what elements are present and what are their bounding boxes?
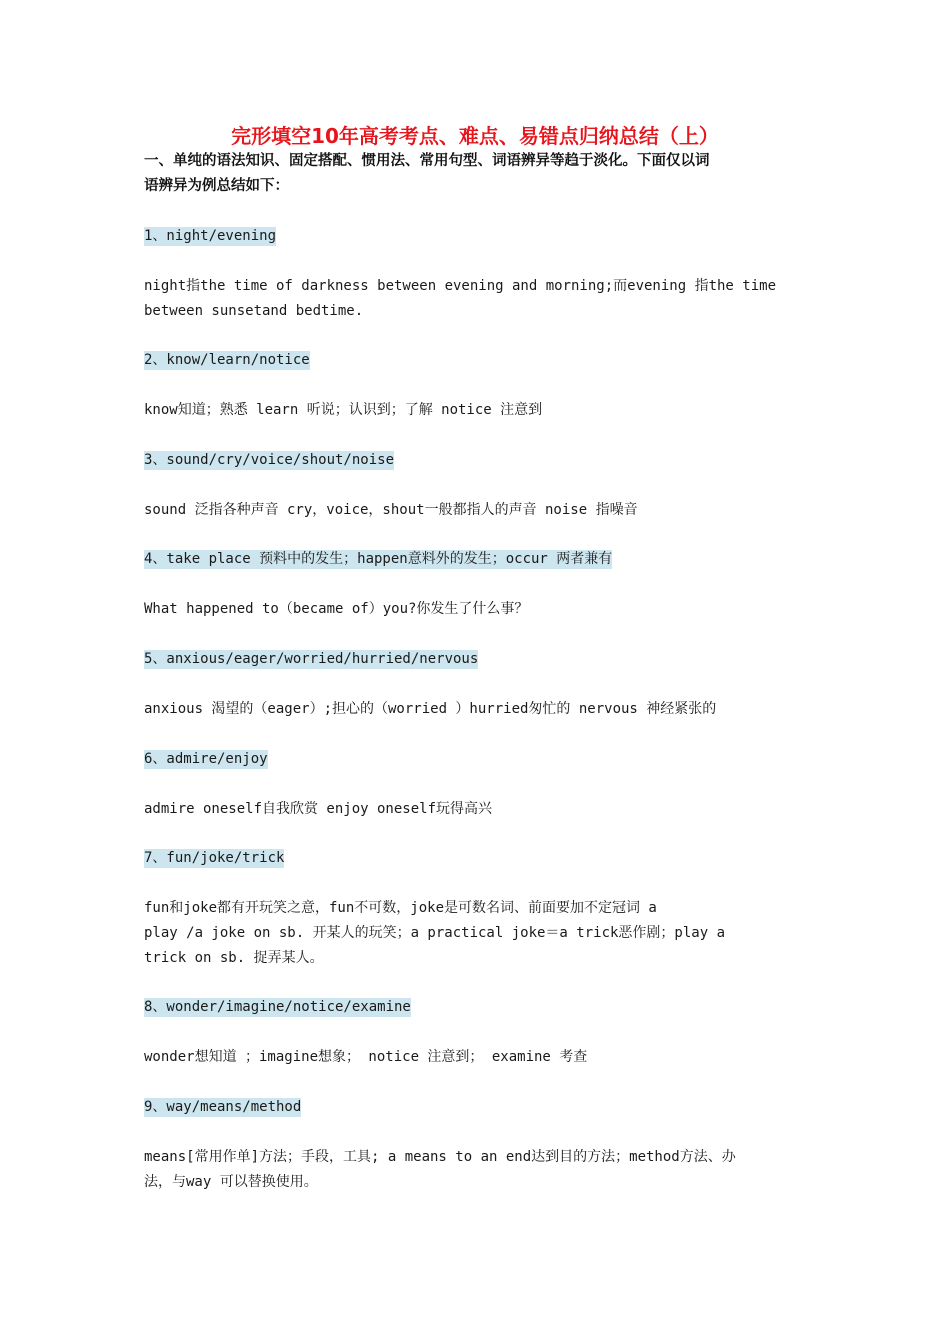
item-heading-5: 5、anxious/eager/worried/hurried/nervous: [144, 651, 479, 667]
body-line: wonder想知道 ；imagine想象； notice 注意到； examine 考查: [144, 1049, 588, 1065]
item-body-3: [144, 498, 814, 523]
body-line: means[常用作单]方法；手段，工具; a means to an end达到目的方法；method方法、办: [144, 1149, 736, 1165]
item-heading-7: 7、fun/joke/trick: [144, 850, 285, 866]
item-body-8: [144, 1045, 814, 1070]
item-body-5: [144, 697, 814, 722]
body-line: trick on sb. 捉弄某人。: [144, 950, 324, 966]
item-body-7: [144, 896, 814, 971]
body-line: between sunsetand bedtime.: [144, 303, 364, 319]
item-heading-4: 4、take place 预料中的发生；happen意料外的发生；occur 两者兼有: [144, 551, 613, 567]
item-heading-2: 2、know/learn/notice: [144, 352, 310, 368]
item-body-6: [144, 797, 814, 822]
body-line: 法，与way 可以替换使用。: [144, 1174, 318, 1190]
body-line: fun和joke都有开玩笑之意，fun不可数，joke是可数名词、前面要加不定冠词 a: [144, 900, 657, 916]
body-line: sound 泛指各种声音 cry，voice，shout一般都指人的声音 noise 指噪音: [144, 502, 638, 518]
item-heading-6: 6、admire/enjoy: [144, 751, 268, 767]
item-body-1: [144, 274, 814, 324]
body-line: admire oneself自我欣赏 enjoy oneself玩得高兴: [144, 801, 493, 817]
item-body-2: [144, 398, 814, 423]
body-line: anxious 渴望的（eager）;担心的（worried ）hurried匆忙的 nervous 神经紧张的: [144, 701, 717, 717]
body-line: night指the time of darkness between evening and morning;而evening 指the time: [144, 278, 777, 294]
document-title: 完形填空10年高考考点、难点、易错点归纳总结（上）: [231, 124, 719, 148]
item-body-9: [144, 1145, 814, 1195]
item-heading-3: 3、sound/cry/voice/shout/noise: [144, 452, 395, 468]
item-heading-8: 8、wonder/imagine/notice/examine: [144, 999, 411, 1015]
intro-line: 语辨异为例总结如下：: [144, 178, 289, 194]
body-line: play /a joke on sb. 开某人的玩笑；a practical joke＝a trick恶作剧；play a: [144, 925, 726, 941]
intro-line: 一、单纯的语法知识、固定搭配、惯用法、常用句型、词语辨异等趋于淡化。下面仅以词: [144, 153, 710, 169]
body-line: What happened to（became of）you?你发生了什么事？: [144, 601, 529, 617]
item-heading-9: 9、way/means/method: [144, 1099, 302, 1115]
body-line: know知道；熟悉 learn 听说；认识到；了解 notice 注意到: [144, 402, 543, 418]
item-body-4: [144, 597, 814, 622]
item-heading-1: 1、night/evening: [144, 228, 277, 244]
intro-paragraph: [144, 149, 814, 199]
